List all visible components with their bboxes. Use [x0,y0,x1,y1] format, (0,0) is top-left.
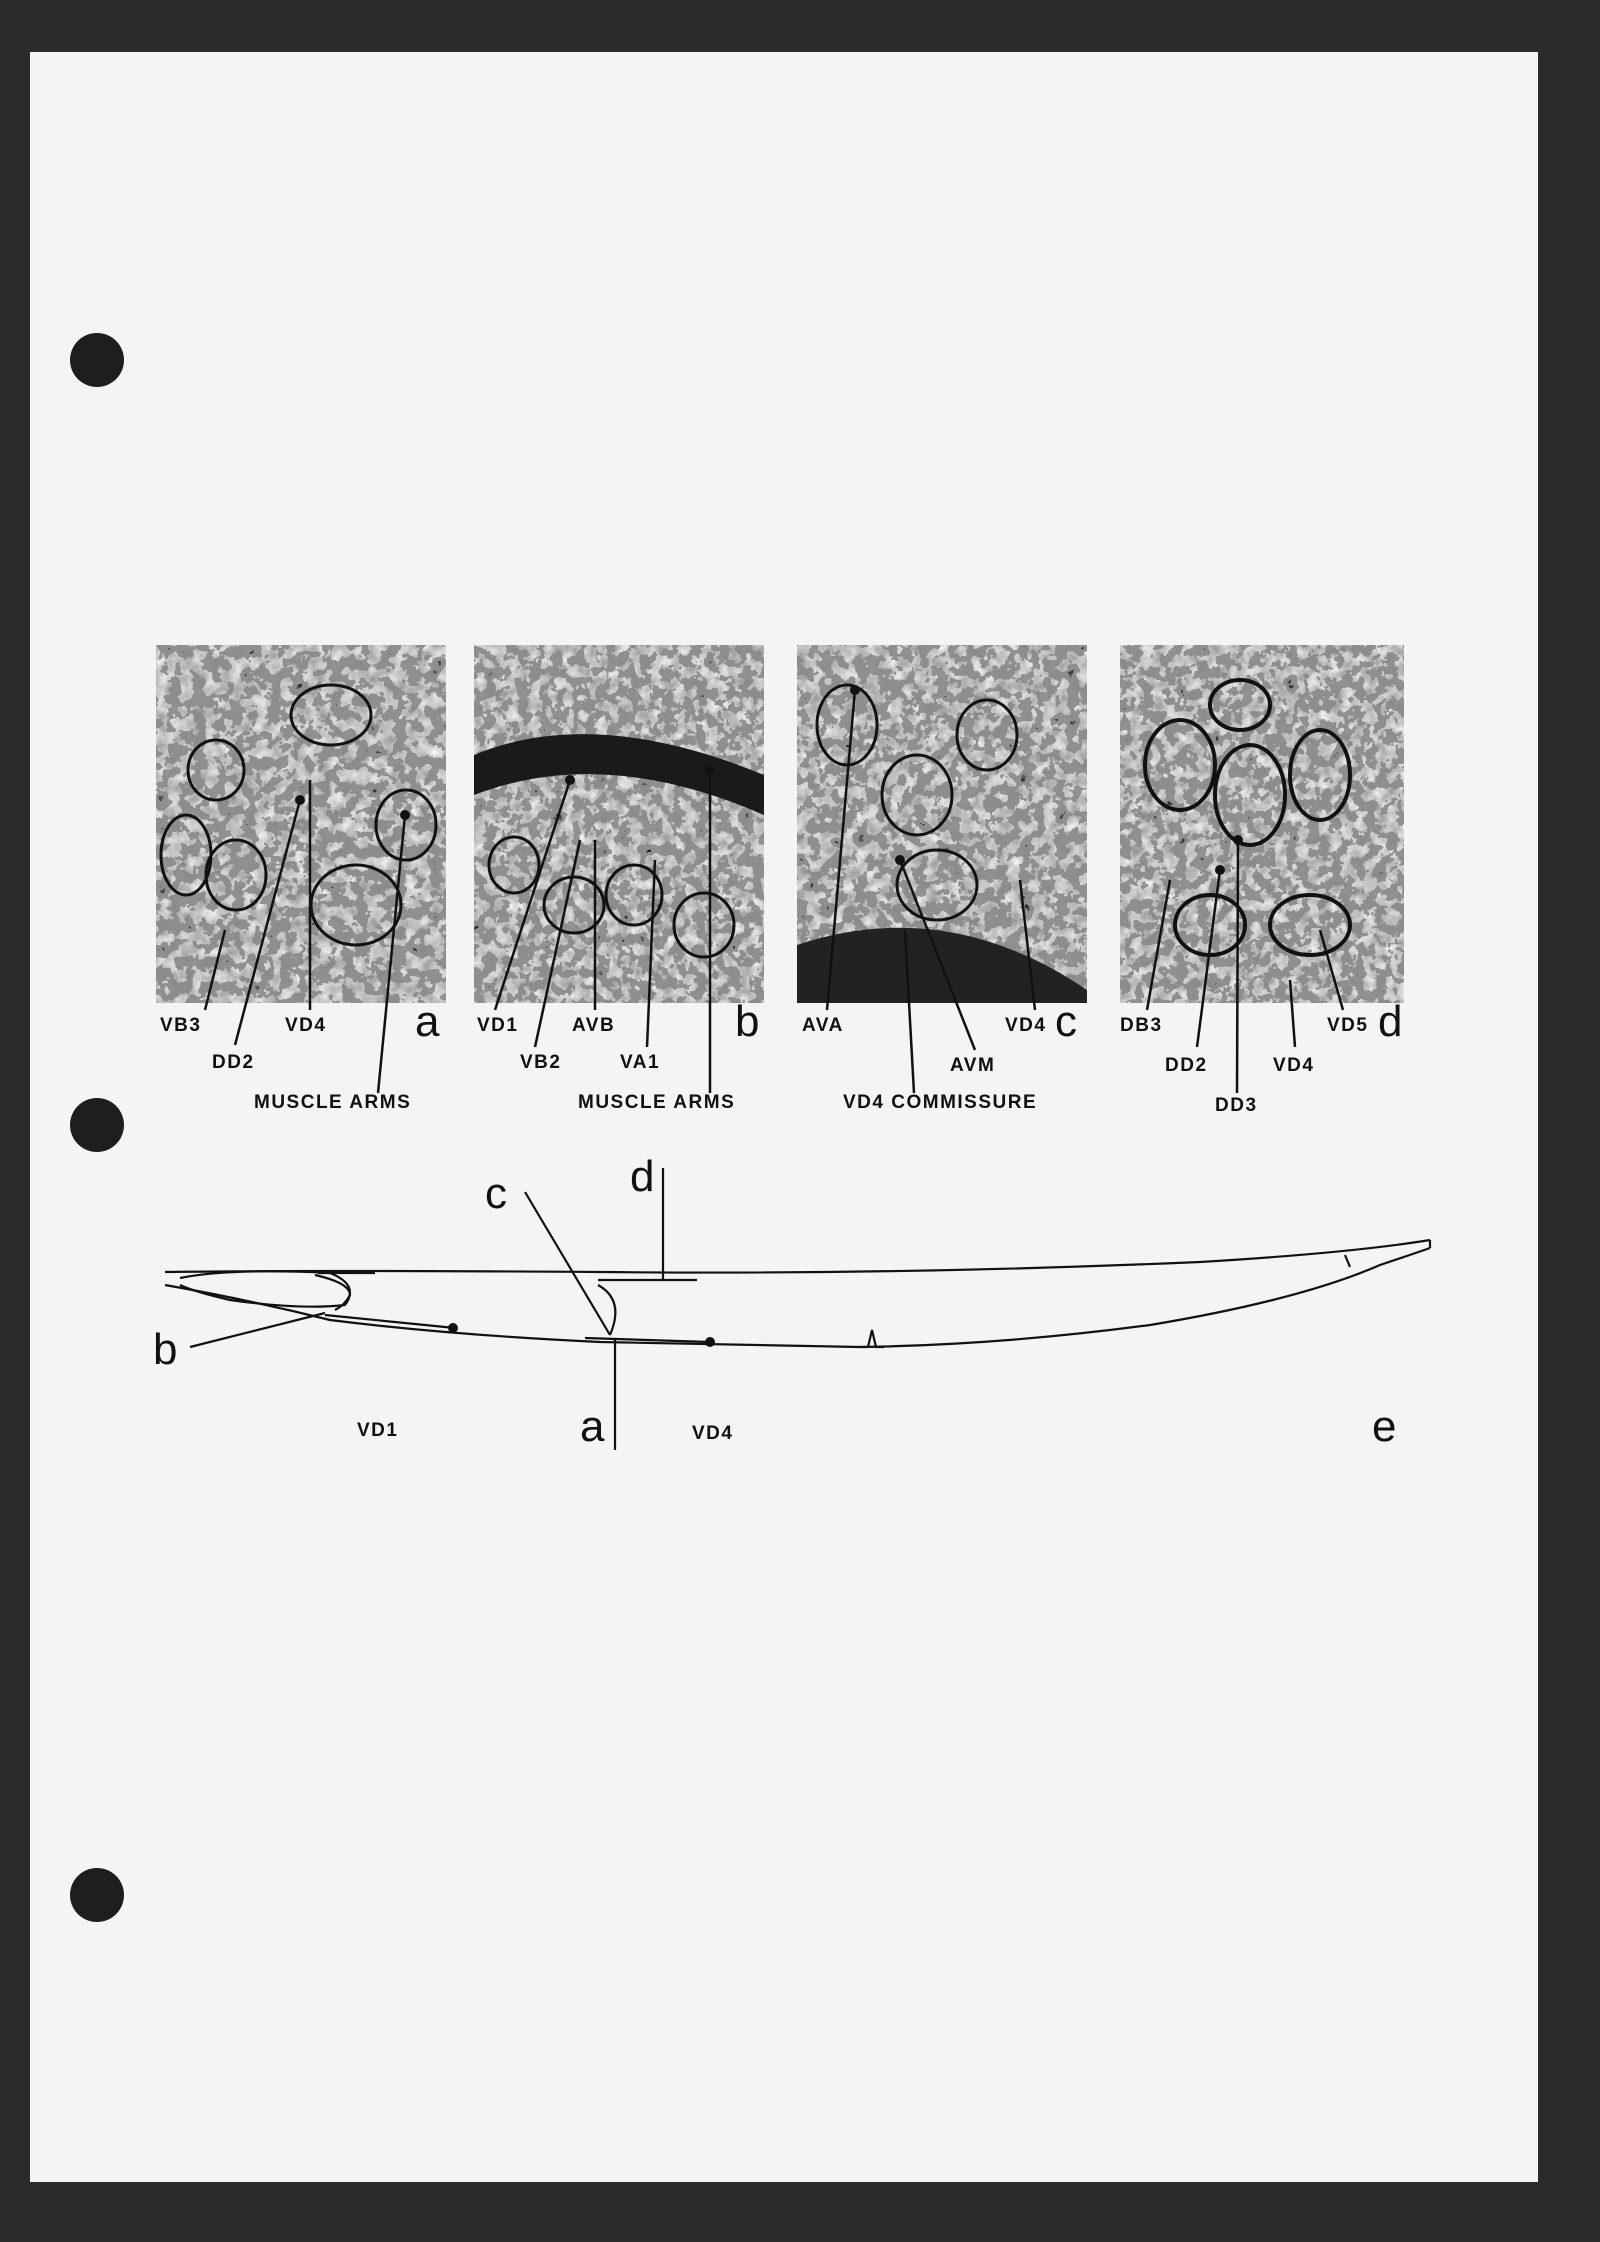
label-dd2: DD2 [1165,1055,1208,1076]
section-letter-d: d [630,1152,655,1201]
label-vd1: VD1 [357,1420,399,1441]
label-vd4: VD4 [692,1423,734,1444]
label-vd4: VD4 [1005,1015,1047,1036]
label-vd5: VD5 [1327,1015,1369,1036]
section-letter-c: c [485,1169,507,1218]
label-dd2: DD2 [212,1052,255,1073]
section-letter-a: a [580,1402,605,1451]
label-dd3: DD3 [1215,1095,1258,1116]
label-vd1: VD1 [477,1015,519,1036]
label-vd4: VD4 [285,1015,327,1036]
panel-letter-c: c [1055,997,1077,1046]
panel-letter-d: d [1378,997,1403,1046]
label-vd4: VD4 [1273,1055,1315,1076]
label-db3: DB3 [1120,1015,1163,1036]
label-vb3: VB3 [160,1015,202,1036]
panel-letter-a: a [415,997,440,1046]
label-avb: AVB [572,1015,616,1036]
section-letter-b: b [153,1325,178,1374]
label-muscle-arms: MUSCLE ARMS [578,1092,736,1113]
label-vb2: VB2 [520,1052,562,1073]
section-letter-e: e [1372,1402,1397,1451]
label-avm: AVM [950,1055,996,1076]
label-ava: AVA [802,1015,844,1036]
panel-letter-b: b [735,997,760,1046]
label-va1: VA1 [620,1052,661,1073]
label-vd4-commissure: VD4 COMMISSURE [843,1092,1038,1113]
label-muscle-arms: MUSCLE ARMS [254,1092,412,1113]
